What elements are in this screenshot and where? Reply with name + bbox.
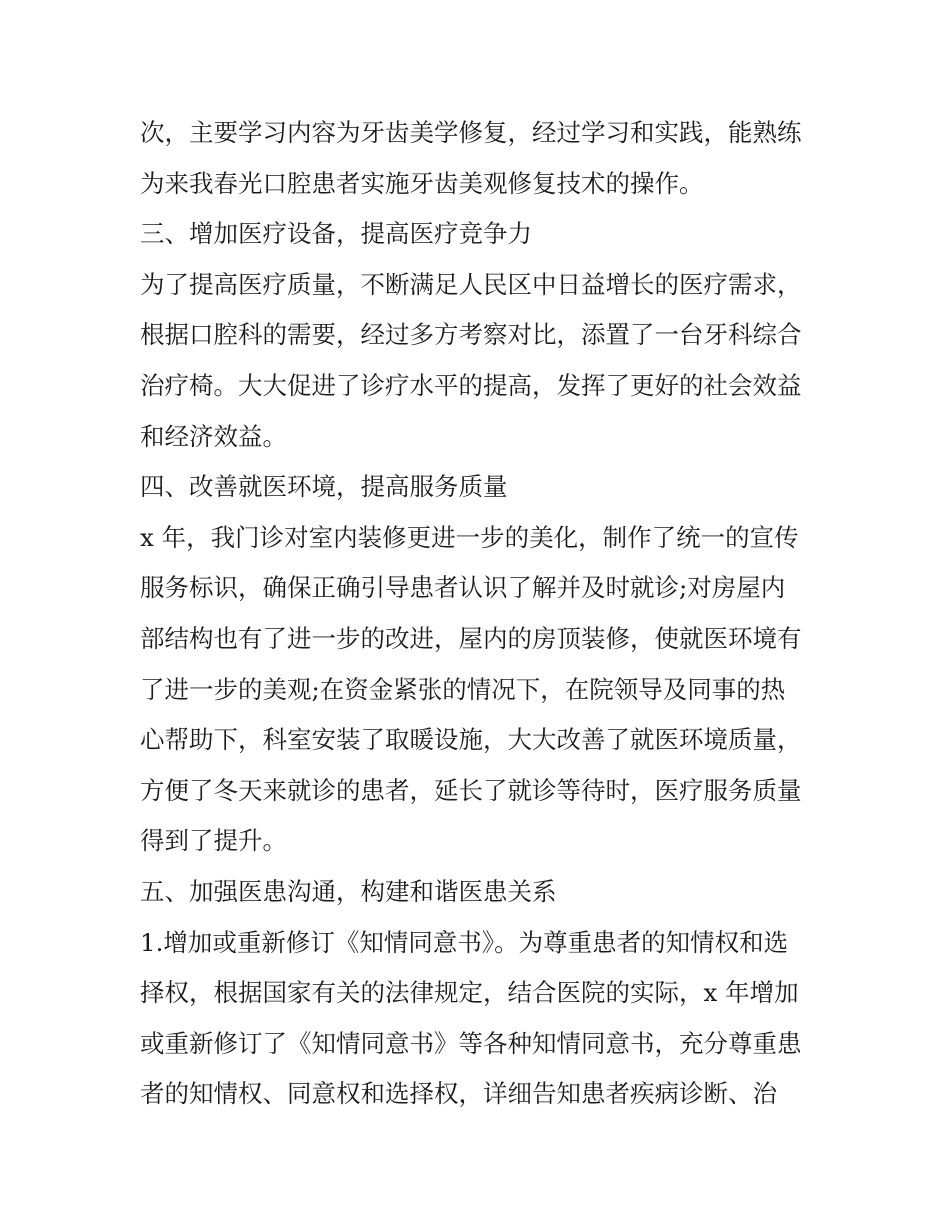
text-line: x 年，我门诊对室内装修更进一步的美化，制作了统一的宣传 <box>140 522 799 552</box>
text-line: 心帮助下，科室安装了取暖设施，大大改善了就医环境质量， <box>140 725 802 755</box>
text-line: 为了提高医疗质量，不断满足人民区中日益增长的医疗需求， <box>140 269 802 299</box>
text-line: 方便了冬天来就诊的患者，延长了就诊等待时，医疗服务质量 <box>140 775 802 805</box>
text-line: 部结构也有了进一步的改进，屋内的房顶装修，使就医环境有 <box>140 623 802 653</box>
text-line: 为来我春光口腔患者实施牙齿美观修复技术的操作。 <box>140 168 704 198</box>
text-line: 者的知情权、同意权和选择权，详细告知患者疾病诊断、治 <box>140 1079 777 1109</box>
text-line: 得到了提升。 <box>140 826 287 856</box>
text-line: 根据口腔科的需要，经过多方考察对比，添置了一台牙科综合 <box>140 320 802 350</box>
document-body <box>140 108 820 1120</box>
text-line: 次，主要学习内容为牙齿美学修复，经过学习和实践，能熟练 <box>140 118 802 147</box>
text-line: 1.增加或重新修订《知情同意书》。为尊重患者的知情权和选 <box>140 927 789 957</box>
text-line: 了进一步的美观;在资金紧张的情况下，在院领导及同事的热 <box>140 674 786 704</box>
section-heading: 三、增加医疗设备，提高医疗竞争力 <box>140 219 532 249</box>
text-line: 择权，根据国家有关的法律规定，结合医院的实际，x 年增加 <box>140 978 799 1008</box>
section-heading: 五、加强医患沟通，构建和谐医患关系 <box>140 876 557 906</box>
section-heading: 四、改善就医环境，提高服务质量 <box>140 472 508 502</box>
text-line: 治疗椅。大大促进了诊疗水平的提高，发挥了更好的社会效益 <box>140 370 802 400</box>
text-line: 和经济效益。 <box>140 421 287 451</box>
text-line: 或重新修订了《知情同意书》等各种知情同意书，充分尊重患 <box>140 1028 802 1058</box>
text-line: 服务标识，确保正确引导患者认识了解并及时就诊;对房屋内 <box>140 573 786 603</box>
